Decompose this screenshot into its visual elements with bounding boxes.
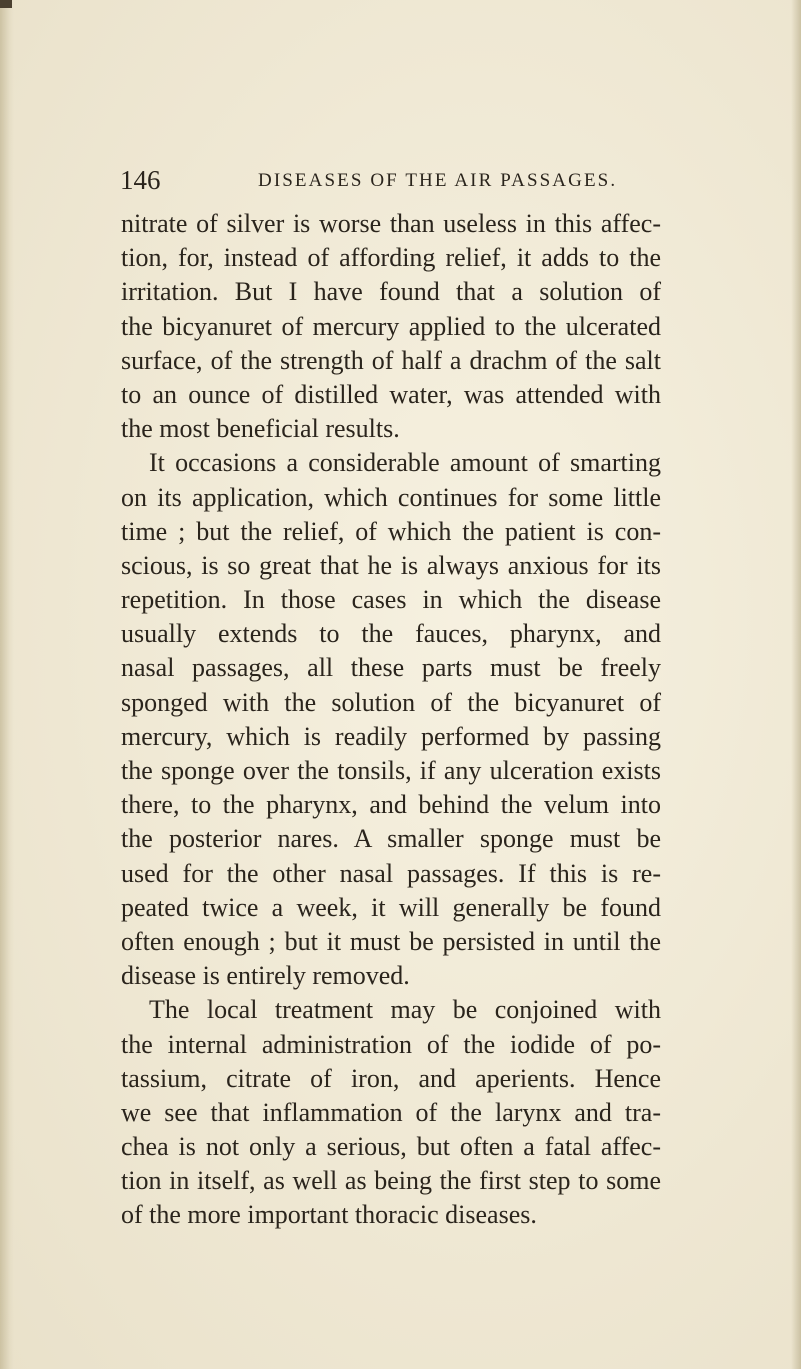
page-gutter-shadow — [0, 0, 14, 1369]
text-line: surface, of the strength of half a drachm of the salt — [121, 345, 661, 375]
paragraph-start: The local treatment may be conjoined with — [149, 995, 661, 1025]
text-line: chea is not only a serious, but often a fatal affec- — [121, 1132, 661, 1162]
page-header — [120, 165, 660, 199]
text-line: time ; but the relief, of which the patient is con- — [121, 516, 661, 546]
text-line: the internal administration of the iodide of po- — [121, 1029, 661, 1059]
text-line: nitrate of silver is worse than useless in this affec- — [121, 209, 661, 238]
body-text — [121, 207, 661, 1233]
text-line: peated twice a week, it will generally be found — [121, 892, 661, 922]
text-line: the most beneficial results. — [121, 414, 400, 444]
text-line: tion in itself, as well as being the first step to some — [121, 1166, 661, 1196]
paragraph-start: It occasions a considerable amount of smarting — [149, 448, 661, 478]
page-edge-shadow — [791, 0, 801, 1369]
text-line: sponged with the solution of the bicyanuret of — [121, 687, 661, 717]
text-line: mercury, which is readily performed by passing — [121, 721, 661, 751]
text-line: tassium, citrate of iron, and aperients. Hence — [121, 1063, 661, 1093]
text-line: the posterior nares. A smaller sponge must be — [121, 824, 661, 854]
text-line: we see that inflammation of the larynx and tra- — [121, 1097, 661, 1127]
text-line: usually extends to the fauces, pharynx, and — [121, 619, 661, 649]
page-number: 146 — [120, 165, 161, 195]
text-line: scious, is so great that he is always anxious for its — [121, 550, 661, 580]
running-head: DISEASES OF THE AIR PASSAGES. — [258, 170, 618, 191]
text-line: the sponge over the tonsils, if any ulceration exists — [121, 756, 661, 785]
text-line: of the more important thoracic diseases. — [121, 1200, 537, 1230]
text-line: there, to the pharynx, and behind the velum into — [121, 790, 661, 820]
text-line: the bicyanuret of mercury applied to the ulcerated — [121, 311, 661, 341]
text-line: on its application, which continues for some little — [121, 482, 661, 512]
text-line: repetition. In those cases in which the disease — [121, 585, 661, 615]
text-line: tion, for, instead of affording relief, it adds to the — [121, 243, 661, 273]
text-line: often enough ; but it must be persisted in until the — [121, 926, 661, 956]
text-line: nasal passages, all these parts must be freely — [121, 653, 661, 683]
binding-mark — [0, 0, 12, 8]
text-line: to an ounce of distilled water, was attended with — [121, 379, 661, 409]
text-line: used for the other nasal passages. If this is re- — [121, 858, 661, 888]
text-line: disease is entirely removed. — [121, 961, 410, 991]
text-line: irritation. But I have found that a solution of — [121, 277, 661, 307]
